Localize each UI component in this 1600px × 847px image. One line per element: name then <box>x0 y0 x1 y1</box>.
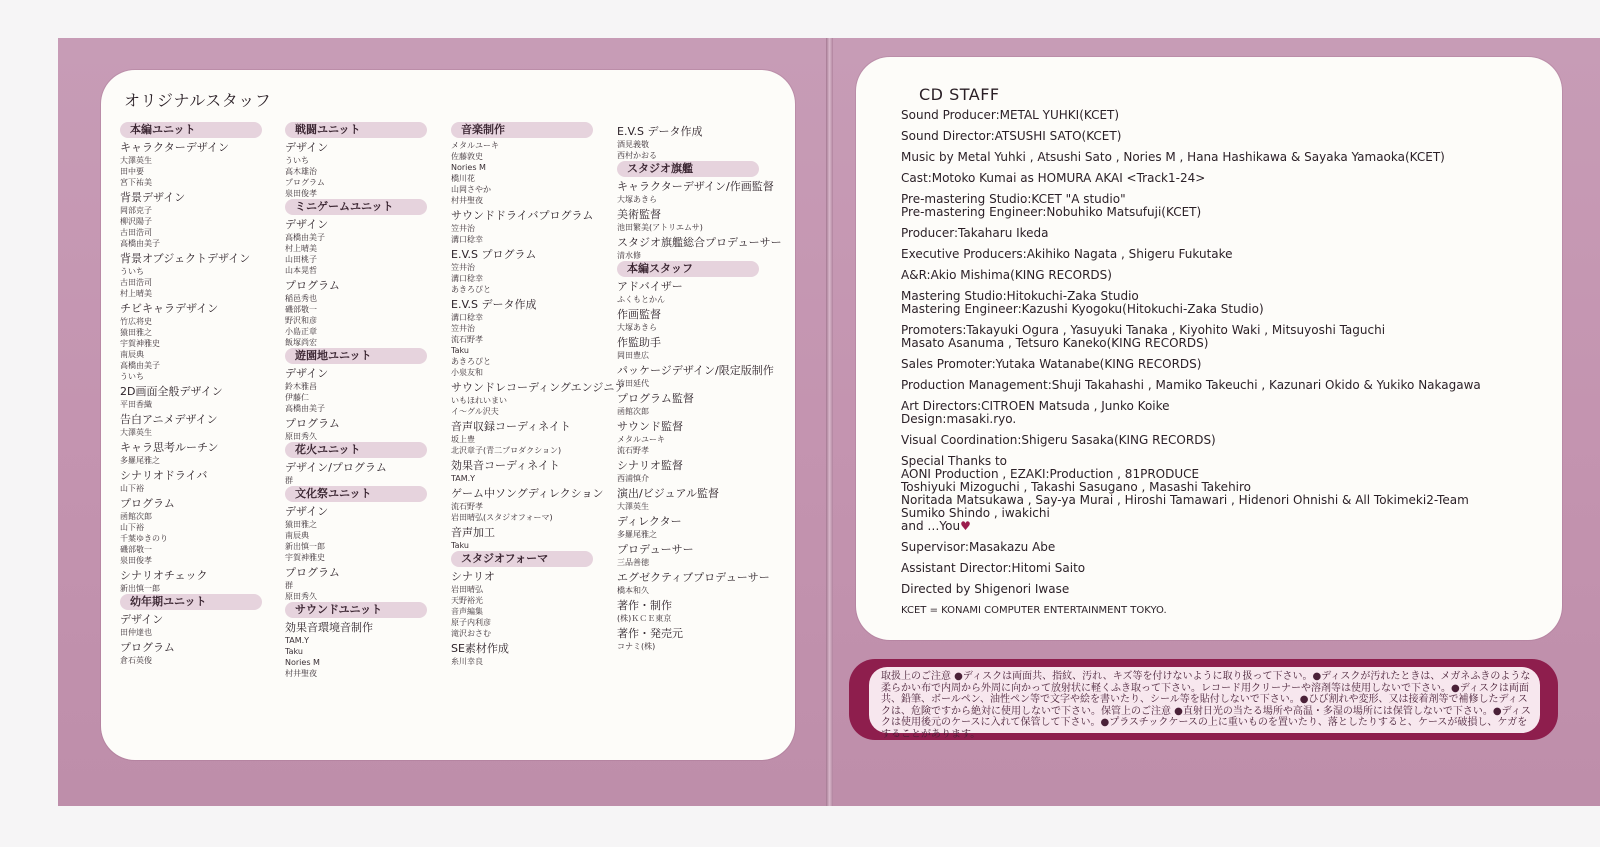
staff-role: シナリオチェック <box>120 569 208 582</box>
staff-name: ういち <box>120 267 144 276</box>
staff-name: 高橋由美子 <box>120 239 160 248</box>
credit-entry <box>901 151 1541 164</box>
handling-notice-text: 取扱上のご注意 ●ディスクは両面共、指紋、汚れ、キズ等を付けないように取り扱って下さい。●ディスクが汚れたときは、メガネふきのような柔らかい布で内周から外周に向かって放射状に軽くふき取って下さい。レコード用クリーナーや溶剤等は使用しないで下さい。●ディスクは両面共、鉛筆、ボールペン、油性ペン等で文字や絵を書いたり、シール等を貼付しないで下さい。●ひび割れや変形、又は接着剤等で補修したディスクは、危険ですから絶対に使用しないで下さい。保管上のご注意 ●直射日光の当たる場所や高温・多湿の場所には保管しないで下さい。●ディスクは使用後元のケースに入れて保管して下さい。●プラスチックケースの上に重いものを置いたり、落としたりすると、ケースが破損し、ケガをすることがあります。 <box>881 671 1531 740</box>
staff-role: 2D画面全般デザイン <box>120 385 223 398</box>
credit-line: Executive Producers:Akihiko Nagata , Shigeru Fukutake <box>901 247 1233 261</box>
staff-name: 池田繁美(アトリエムサ) <box>617 223 703 232</box>
credit-entry <box>901 455 1541 533</box>
staff-role: 美術監督 <box>617 208 661 221</box>
staff-name: 山岡さやか <box>451 185 491 194</box>
credit-entry <box>901 130 1541 143</box>
staff-name: 笠井治 <box>451 324 475 333</box>
staff-name: 泉田俊孝 <box>285 189 317 198</box>
staff-name: 流石野孝 <box>451 335 483 344</box>
staff-role: 効果音環境音制作 <box>285 621 373 634</box>
unit-header: サウンドユニット <box>285 602 427 618</box>
staff-name: 流石野孝 <box>451 502 483 511</box>
staff-role: 著作・発売元 <box>617 627 683 640</box>
staff-name: 伊藤仁 <box>285 393 309 402</box>
staff-name: 山本晃哲 <box>285 266 317 275</box>
staff-name: 竹田延代 <box>617 379 649 388</box>
staff-role: シナリオ監督 <box>617 459 683 472</box>
credit-line: Sumiko Shindo , iwakichi <box>901 506 1050 520</box>
staff-role: 作監助手 <box>617 336 661 349</box>
credit-line: Visual Coordination:Shigeru Sasaka(KING RECORDS) <box>901 433 1216 447</box>
staff-name: Nories M <box>285 658 320 667</box>
staff-role: 効果音コーディネイト <box>451 459 560 472</box>
staff-role: サウンドレコーディングエンジニア <box>451 381 626 394</box>
staff-name: 磯部敬一 <box>120 545 152 554</box>
staff-name: 糸川幸良 <box>451 657 483 666</box>
staff-name: 南辰典 <box>120 350 144 359</box>
credit-line: Toshiyuki Mizoguchi , Takashi Sasugano , Masashi Takehiro <box>901 480 1252 494</box>
staff-name: 北沢章子(青二プロダクション) <box>451 446 562 455</box>
credit-entry <box>901 248 1541 261</box>
staff-name: 岡田豊広 <box>617 351 649 360</box>
staff-name: 村井聖夜 <box>451 196 483 205</box>
credit-line: Noritada Matsukawa , Say-ya Murai , Hiroshi Tamawari , Hidenori Ohnishi & All Tokimeki2-Team <box>901 493 1469 507</box>
staff-role: 作画監督 <box>617 308 661 321</box>
credit-line: Mastering Studio:Hitokuchi-Zaka Studio <box>901 289 1139 303</box>
staff-name: 橋川花 <box>451 174 475 183</box>
staff-name: 函館次郎 <box>617 407 649 416</box>
staff-name: 鈴木雅昌 <box>285 382 317 391</box>
staff-name: 古田浩司 <box>120 228 152 237</box>
credit-entry <box>901 227 1541 240</box>
staff-name: 村上晴美 <box>120 289 152 298</box>
staff-name: 山下裕 <box>120 523 144 532</box>
original-staff-title: オリジナルスタッフ <box>124 91 272 110</box>
unit-header: スタジオ旗艦 <box>617 161 759 177</box>
staff-role: 音声収録コーディネイト <box>451 420 571 433</box>
staff-role: キャラクターデザイン/作画監督 <box>617 180 774 193</box>
staff-role: E.V.S データ作成 <box>617 125 703 138</box>
staff-role: パッケージデザイン/限定版制作 <box>617 364 774 377</box>
staff-column-1 <box>120 122 262 666</box>
unit-header: 幼年期ユニット <box>120 594 262 610</box>
staff-role: チビキャラデザイン <box>120 302 219 315</box>
staff-name: Taku <box>451 541 469 550</box>
credit-line: Design:masaki.ryo. <box>901 412 1017 426</box>
handling-notice <box>849 659 1558 740</box>
cd-staff-list <box>901 109 1541 625</box>
staff-name: 滝沢おさむ <box>451 629 491 638</box>
credit-entry <box>901 583 1541 596</box>
staff-name: 西浦慎介 <box>617 474 649 483</box>
staff-name: 笠井治 <box>451 263 475 272</box>
staff-name: 新出慎一郎 <box>120 584 160 593</box>
staff-name: 橋本和久 <box>617 586 649 595</box>
credit-line: Sound Producer:METAL YUHKI(KCET) <box>901 108 1120 122</box>
staff-name: 岩田晴弘(スタジオフォーマ) <box>451 513 553 522</box>
credit-line: Assistant Director:Hitomi Saito <box>901 561 1086 575</box>
booklet-spine <box>826 38 833 806</box>
staff-name: 多羅尾雅之 <box>120 456 160 465</box>
staff-role: プログラム <box>285 566 340 579</box>
credit-line: Producer:Takaharu Ikeda <box>901 226 1049 240</box>
credit-entry <box>901 562 1541 575</box>
staff-name: 群 <box>285 581 293 590</box>
unit-header: 本編スタッフ <box>617 261 759 277</box>
staff-name: 高木雄治 <box>285 167 317 176</box>
staff-name: 小島正章 <box>285 327 317 336</box>
staff-name: TAM.Y <box>285 636 310 645</box>
staff-name: 流石野孝 <box>617 446 649 455</box>
handling-notice-box <box>869 667 1540 740</box>
staff-name: 高橋由美子 <box>120 361 160 370</box>
staff-role: デザイン <box>120 613 164 626</box>
credit-entry <box>901 541 1541 554</box>
staff-role: デザイン <box>285 218 329 231</box>
staff-name: 溝口稔幸 <box>451 313 483 322</box>
kcet-footnote: KCET = KONAMI COMPUTER ENTERTAINMENT TOKYO. <box>901 605 1167 616</box>
staff-name: 酒見義敬 <box>617 140 649 149</box>
staff-name: 三品善徳 <box>617 558 649 567</box>
staff-role: スタジオ旗艦総合プロデューサー <box>617 236 782 249</box>
staff-role: シナリオドライバ <box>120 469 208 482</box>
staff-name: 猿田雅之 <box>285 520 317 529</box>
unit-header: 花火ユニット <box>285 442 427 458</box>
staff-name: (株)ＫＣＥ東京 <box>617 614 672 623</box>
staff-name: 高橋由美子 <box>285 404 325 413</box>
staff-name: 群 <box>285 476 293 485</box>
and-you-text: and …You <box>901 519 961 533</box>
staff-role: 背景デザイン <box>120 191 186 204</box>
credit-line: Masato Asanuma , Tetsuro Kaneko(KING RECORDS) <box>901 336 1209 350</box>
credit-line: Cast:Motoko Kumai as HOMURA AKAI <Track1-24> <box>901 171 1206 185</box>
staff-name: 坂上豊 <box>451 435 475 444</box>
staff-name: 岩田晴弘 <box>451 585 483 594</box>
staff-name: ういち <box>120 372 144 381</box>
staff-role: E.V.S データ作成 <box>451 298 537 311</box>
staff-name: Taku <box>285 647 303 656</box>
staff-name: 古田浩司 <box>120 278 152 287</box>
credit-entry <box>901 358 1541 371</box>
staff-name: あきろぴと <box>451 357 491 366</box>
staff-name: イ〜グル沢夫 <box>451 407 499 416</box>
staff-role: E.V.S プログラム <box>451 248 537 261</box>
staff-name: 原子内利彦 <box>451 618 491 627</box>
unit-header: 音楽制作 <box>451 122 593 138</box>
staff-role: サウンドドライバプログラム <box>451 209 594 222</box>
credit-entry <box>901 434 1541 447</box>
staff-name: メタルユーキ <box>617 435 665 444</box>
staff-name: 新出慎一郎 <box>285 542 325 551</box>
credit-entry <box>901 269 1541 282</box>
staff-name: 音声編集 <box>451 607 483 616</box>
staff-name: 天野裕光 <box>451 596 483 605</box>
credit-line: Pre-mastering Studio:KCET "A studio" <box>901 192 1126 206</box>
staff-role: プロデューサー <box>617 543 694 556</box>
staff-role: 背景オブジェクトデザイン <box>120 252 251 265</box>
staff-role: プログラム監督 <box>617 392 694 405</box>
staff-role: 告白アニメデザイン <box>120 413 218 426</box>
credit-line: Pre-mastering Engineer:Nobuhiko Matsufuji(KCET) <box>901 205 1202 219</box>
credit-entry <box>901 400 1541 426</box>
staff-role: プログラム <box>285 279 340 292</box>
staff-name: 笠井治 <box>451 224 475 233</box>
staff-role: ゲーム中ソングディレクション <box>451 487 604 500</box>
staff-name: Nories M <box>451 163 486 172</box>
staff-role: ディレクター <box>617 515 682 528</box>
staff-name: 山田桃子 <box>285 255 317 264</box>
staff-name: 竹広将史 <box>120 317 152 326</box>
staff-name: 野沢和彦 <box>285 316 317 325</box>
staff-name: 函館次郎 <box>120 512 152 521</box>
staff-name: 倉石英俊 <box>120 656 152 665</box>
staff-name: 村井聖夜 <box>285 669 317 678</box>
staff-name: いもほれいまい <box>451 396 507 405</box>
credit-line: Special Thanks to <box>901 454 1008 468</box>
credit-line: Production Management:Shuji Takahashi , Mamiko Takeuchi , Kazunari Okido & Yukiko Nakagawa <box>901 378 1481 392</box>
staff-name: 大塚あきら <box>617 323 657 332</box>
staff-name: 大塚あきら <box>617 195 657 204</box>
staff-name: 南辰典 <box>285 531 309 540</box>
staff-name: 宮下祐美 <box>120 178 152 187</box>
staff-name: あきろぴと <box>451 285 491 294</box>
staff-name: 佐藤敦史 <box>451 152 483 161</box>
credit-line: Mastering Engineer:Kazushi Kyogoku(Hitokuchi-Zaka Studio) <box>901 302 1264 316</box>
credit-line: AONI Production , EZAKI:Production , 81PRODUCE <box>901 467 1200 481</box>
staff-name: 大澤英生 <box>120 428 152 437</box>
cd-staff-title: CD STAFF <box>919 85 1000 104</box>
staff-role: エグゼクティブプロデューサー <box>617 571 770 584</box>
staff-name: 高橋由美子 <box>285 233 325 242</box>
staff-name: ういち <box>285 156 309 165</box>
unit-header: 遊園地ユニット <box>285 348 427 364</box>
staff-column-4 <box>617 122 782 652</box>
staff-role: プログラム <box>285 417 340 430</box>
staff-name: 柳沢陽子 <box>120 217 152 226</box>
staff-name: 磯部敬一 <box>285 305 317 314</box>
staff-role: シナリオ <box>451 570 495 583</box>
staff-name: 田中要 <box>120 167 144 176</box>
staff-name: メタルユーキ <box>451 141 499 150</box>
unit-header: 文化祭ユニット <box>285 486 427 502</box>
credit-line: Sales Promoter:Yutaka Watanabe(KING RECORDS) <box>901 357 1202 371</box>
unit-header: スタジオフォーマ <box>451 551 593 567</box>
staff-name: 小泉友和 <box>451 368 483 377</box>
credit-line: A&R:Akio Mishima(KING RECORDS) <box>901 268 1112 282</box>
staff-name: ふくもとかん <box>617 295 665 304</box>
staff-role: デザイン/プログラム <box>285 461 387 474</box>
staff-column-3 <box>451 122 625 667</box>
staff-name: コナミ(株) <box>617 642 656 651</box>
staff-name: 宇賀神雅史 <box>120 339 160 348</box>
credit-line: Music by Metal Yuhki , Atsushi Sato , Nories M , Hana Hashikawa & Sayaka Yamaoka(KCET) <box>901 150 1445 164</box>
unit-header: ミニゲームユニット <box>285 199 427 215</box>
credit-line: Promoters:Takayuki Ogura , Yasuyuki Tanaka , Kiyohito Waki , Mitsuyoshi Taguchi <box>901 323 1386 337</box>
staff-name: 稲邑秀也 <box>285 294 317 303</box>
original-staff-panel <box>101 70 795 760</box>
staff-name: TAM.Y <box>451 474 476 483</box>
cd-staff-panel <box>856 57 1562 640</box>
credit-line: Art Directors:CITROEN Matsuda , Junko Koike <box>901 399 1170 413</box>
staff-role: 音声加工 <box>451 526 495 539</box>
staff-name: 宇賀神雅史 <box>285 553 325 562</box>
staff-name: 清水修 <box>617 251 641 260</box>
staff-name: 平田香織 <box>120 400 152 409</box>
credit-entry <box>901 172 1541 185</box>
staff-name: 原田秀久 <box>285 432 317 441</box>
staff-name: 猿田雅之 <box>120 328 152 337</box>
staff-name: 大澤英生 <box>617 502 649 511</box>
staff-role: デザイン <box>285 367 329 380</box>
credit-entry <box>901 324 1541 350</box>
staff-name: 飯塚尚宏 <box>285 338 317 347</box>
staff-name: 原田秀久 <box>285 592 317 601</box>
staff-name: 溝口稔幸 <box>451 274 483 283</box>
credit-entry <box>901 290 1541 316</box>
staff-name: 山下裕 <box>120 484 144 493</box>
credit-line: Supervisor:Masakazu Abe <box>901 540 1056 554</box>
staff-name: 千葉ゆきのり <box>120 534 168 543</box>
staff-role: プログラム <box>120 641 175 654</box>
staff-name: 大澤英生 <box>120 156 152 165</box>
staff-name: 岡部克子 <box>120 206 152 215</box>
staff-role: アドバイザー <box>617 280 683 293</box>
credit-line: Sound Director:ATSUSHI SATO(KCET) <box>901 129 1122 143</box>
staff-name: 溝口稔幸 <box>451 235 483 244</box>
staff-role: デザイン <box>285 505 329 518</box>
staff-name: 泉田俊孝 <box>120 556 152 565</box>
staff-role: 演出/ビジュアル監督 <box>617 487 720 500</box>
credit-entry <box>901 109 1541 122</box>
staff-name: 田仲達也 <box>120 628 152 637</box>
staff-name: Taku <box>451 346 469 355</box>
staff-name: 村上晴美 <box>285 244 317 253</box>
staff-name: 西村かおる <box>617 151 657 160</box>
credit-entry <box>901 379 1541 392</box>
staff-role: キャラクターデザイン <box>120 141 230 154</box>
staff-name: 多羅尾雅之 <box>617 530 657 539</box>
and-you-line <box>901 520 1541 533</box>
staff-role: SE素材作成 <box>451 642 509 655</box>
staff-role: デザイン <box>285 141 329 154</box>
heart-icon: ♥ <box>960 519 971 533</box>
credit-line: Directed by Shigenori Iwase <box>901 582 1070 596</box>
unit-header: 戦闘ユニット <box>285 122 427 138</box>
credit-entry <box>901 193 1541 219</box>
staff-name: プログラム <box>285 178 325 187</box>
staff-column-2 <box>285 122 427 679</box>
staff-role: サウンド監督 <box>617 420 683 433</box>
staff-role: 著作・制作 <box>617 599 672 612</box>
staff-role: キャラ思考ルーチン <box>120 441 219 454</box>
unit-header: 本編ユニット <box>120 122 262 138</box>
staff-role: プログラム <box>120 497 175 510</box>
